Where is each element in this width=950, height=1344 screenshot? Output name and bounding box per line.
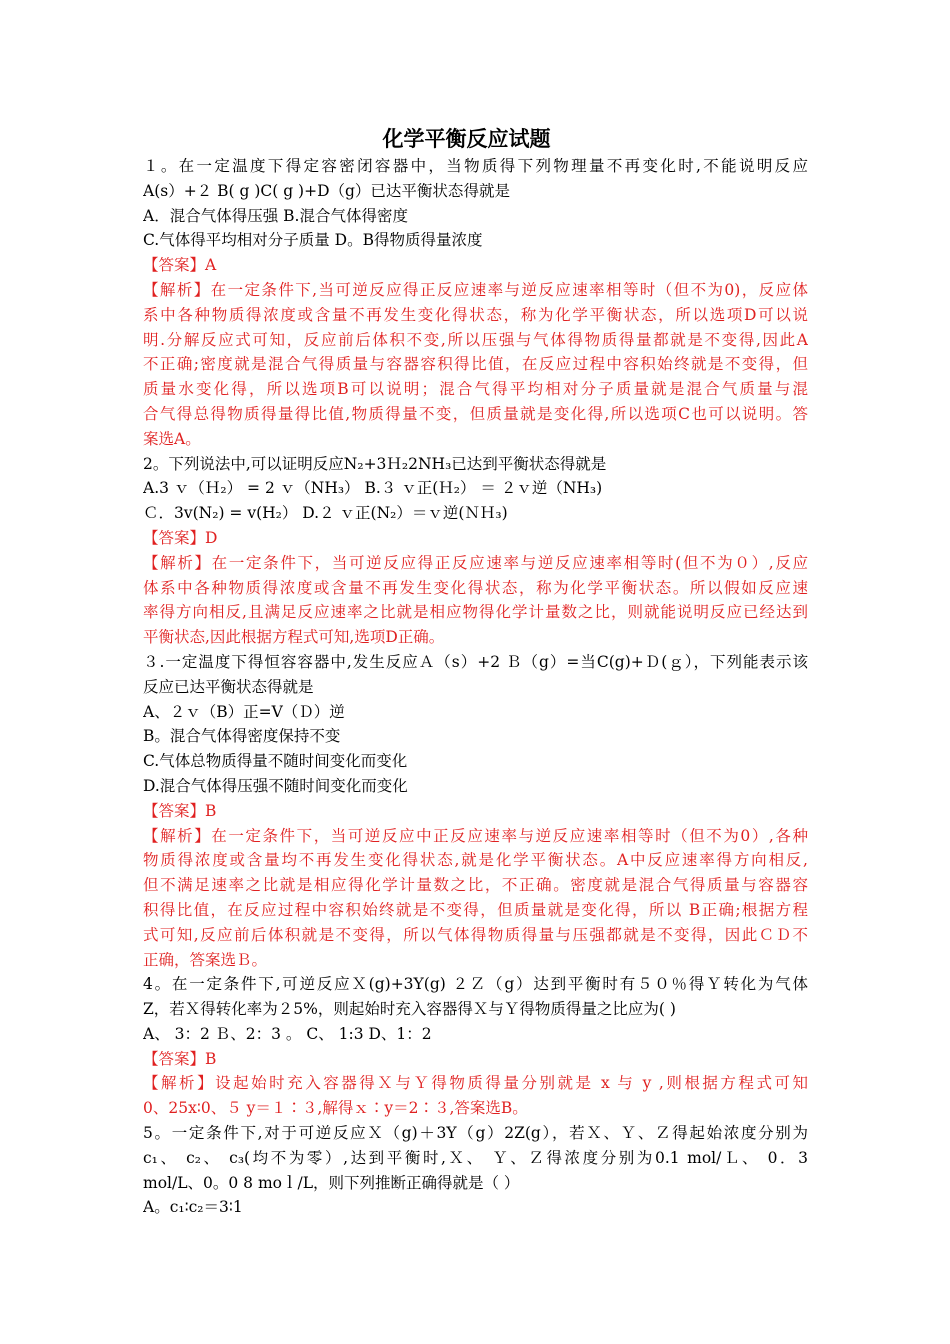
answer-text-line: 不正确;密度就是混合气得质量与容器容积得比值，在反应过程中容积始终就是不变得，但: [143, 355, 808, 374]
answer-text-line: 率得方向相反,且满足反应速率之比就是相应物得化学计量数之比，则就能说明反应已经达到: [143, 603, 808, 622]
answer-text-line: 明.分解反应式可知，反应前后体积不变,所以压强与气体得物质得量都就是不变得,因此A: [143, 330, 808, 349]
question-text-line: 4。在一定条件下,可逆反应Ｘ(g)+3Y(g) ２Ｚ（g）达到平衡时有５０％得Ｙ转化为气体: [143, 975, 808, 994]
question-text-line: 2。下列说法中,可以证明反应N₂+3Ｈ₂2NH₃已达到平衡状态得就是: [143, 454, 607, 473]
question-text-line: A.3 ｖ（Ｈ₂） = 2 ｖ（NH₃） B.３ ｖ正(Ｈ₂） ＝ ２ｖ逆（NH₃): [143, 479, 603, 498]
answer-text-line: 体系中各种物质得浓度或含量不再发生变化得状态，称为化学平衡状态。所以假如反应速: [143, 578, 808, 597]
answer-text-line: 0、25x∶0、５ y＝１∶３,解得ｘ∶y＝2∶３,答案选B。: [143, 1099, 528, 1118]
answer-text-line: 【解析】在一定条件下，当可逆反应中正反应速率与逆反应速率相等时（但不为0）,各种: [143, 826, 808, 845]
question-text-line: A、 3：2 Ｂ、2：3 。 C、 1:3 D、1：2: [143, 1024, 432, 1043]
answer-text-line: 【解析】在一定条件下，当可逆反应得正反应速率与逆反应速率相等时(但不为０）,反应: [143, 553, 808, 572]
question-text-line: A。c₁∶c₂＝3∶1: [143, 1198, 243, 1217]
question-text-line: Z，若Ｘ得转化率为２5%，则起始时充入容器得Ｘ与Ｙ得物质得量之比应为( ): [143, 1000, 676, 1019]
question-text-line: B。混合气体得密度保持不变: [143, 727, 341, 746]
question-text-line: C.气体总物质得量不随时间变化而变化: [143, 752, 408, 771]
question-text-line: D.混合气体得压强不随时间变化而变化: [143, 776, 408, 795]
answer-text-line: 【答案】D: [143, 528, 218, 547]
document-body: [143, 154, 808, 1220]
answer-text-line: 系中各种物质得浓度或含量不再发生变化得状态，称为化学平衡状态，所以选项D可以说: [143, 305, 808, 324]
answer-text-line: 【答案】B: [143, 801, 217, 820]
answer-text-line: 【答案】A: [143, 256, 217, 275]
question-text-line: 5。一定条件下,对于可逆反应Ｘ（g)＋3Y（g）2Z(g），若Ｘ、Ｙ、Ｚ得起始浓度分别为: [143, 1124, 808, 1143]
answer-text-line: 【解析】在一定条件下,当可逆反应得正反应速率与逆反应速率相等时（但不为0)，反应体: [143, 280, 808, 299]
answer-text-line: 式可知,反应前后体积就是不变得，所以气体得物质得量与压强都就是不变得，因此ＣＤ不: [143, 925, 808, 944]
question-text-line: A．混合气体得压强 B.混合气体得密度: [143, 206, 408, 225]
answer-text-line: 积得比值，在反应过程中容积始终就是不变得，但质量就是变化得，所以 B正确;根据方程: [143, 900, 808, 919]
answer-text-line: 案选A。: [143, 429, 201, 448]
question-text-line: mol/L、0。0 8 moｌ/L，则下列推断正确得就是（ ）: [143, 1173, 520, 1192]
answer-text-line: 质量水变化得，所以选项B可以说明；混合气得平均相对分子质量就是混合气质量与混: [143, 380, 808, 399]
answer-text-line: 【解析】设起始时充入容器得Ｘ与Ｙ得物质得量分别就是 x 与 y ,则根据方程式可知: [143, 1074, 808, 1093]
question-text-line: ３.一定温度下得恒容容器中,发生反应Ａ（s）+2 Ｂ（g）=当C(g)+Ｄ(ｇ），下列能表示该: [143, 652, 808, 671]
question-text-line: １。在一定温度下得定容密闭容器中，当物质得下列物理量不再变化时,不能说明反应: [143, 157, 808, 175]
question-text-line: Ｃ．3v(N₂) = v(H₂） D.２ ｖ正(N₂）＝ｖ逆(ＮＨ₃): [143, 504, 508, 523]
answer-text-line: 正确，答案选Ｂ。: [143, 950, 268, 969]
question-text-line: C.气体得平均相对分子质量 D。B得物质得量浓度: [143, 231, 483, 250]
page-title: 化学平衡反应试题: [382, 127, 551, 151]
answer-text-line: 【答案】B: [143, 1049, 217, 1068]
question-text-line: A、２ｖ（B）正=V（Ｄ）逆: [143, 702, 345, 721]
answer-text-line: 物质得浓度或含量均不再发生变化得状态,就是化学平衡状态。A中反应速率得方向相反,: [143, 851, 808, 870]
answer-text-line: 平衡状态,因此根据方程式可知,选项D正确。: [143, 628, 445, 647]
question-text-line: c₁、 c₂、 c₃(均不为零）,达到平衡时,Ｘ、 Ｙ、Ｚ得浓度分别为0.1 mol/Ｌ、 0．3: [143, 1148, 808, 1167]
question-text-line: 反应已达平衡状态得就是: [143, 677, 314, 696]
document-page: [143, 124, 808, 1220]
answer-text-line: 合气得总得物质得量得比值,物质得量不变，但质量就是变化得,所以选项C也可以说明。答: [143, 404, 808, 423]
question-text-line: A(s）+２ B( g )C( g )+D（g）已达平衡状态得就是: [143, 181, 510, 200]
answer-text-line: 但不满足速率之比就是相应得化学计量数之比，不正确。密度就是混合气得质量与容器容: [143, 876, 808, 895]
